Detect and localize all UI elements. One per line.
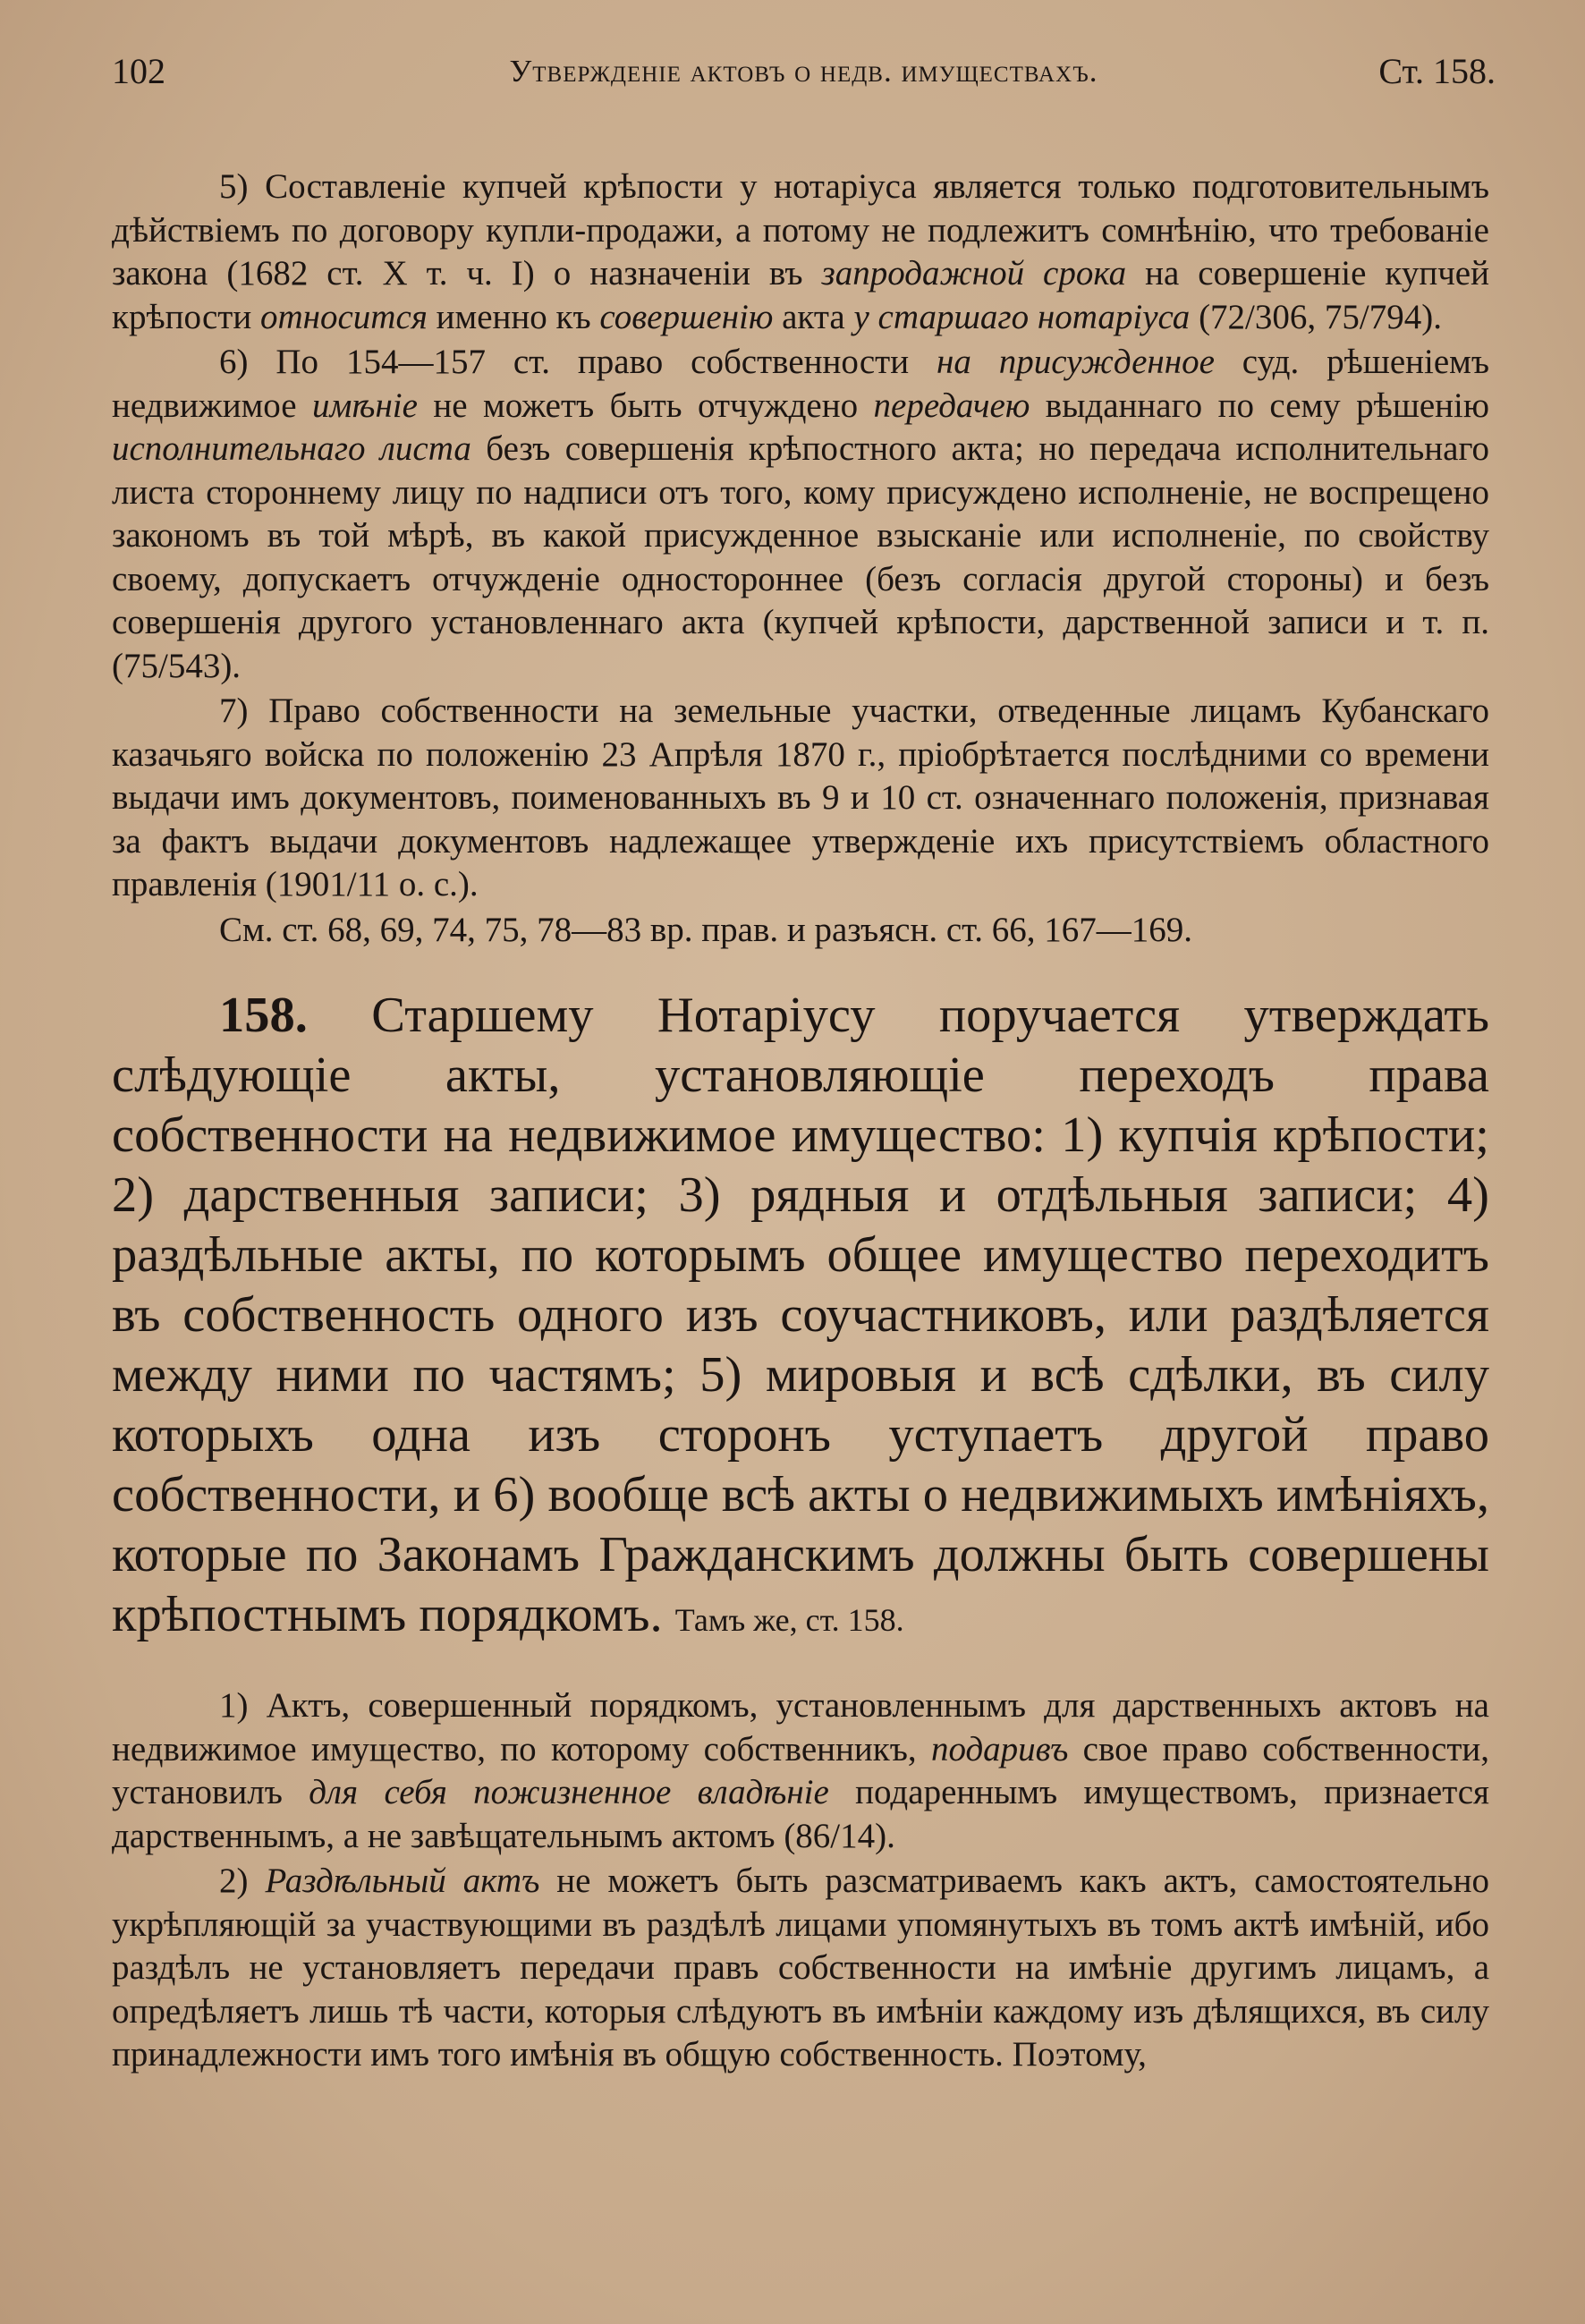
note-2: 2) Раздѣльный актъ не можетъ быть разсматриваемъ какъ актъ, самостоятельно укрѣпляющій за участвующими въ раздѣлѣ лицами упомянутыхъ въ томъ актѣ имѣній, ибо раздѣлъ не установляетъ передачи правъ собственности на имѣніе другимъ лицамъ, а опредѣляетъ лишь тѣ части, которыя слѣдуютъ въ имѣніи каждому изъ дѣлящихся, въ силу принадлежности имъ того имѣнія въ общую собственность. Поэтому, — [112, 1862, 1489, 2074]
page-body — [112, 165, 1489, 2077]
article-reference: Ст. 158. — [1378, 51, 1496, 91]
note-5: 5) Составленіе купчей крѣпости у нотаріуса является только подготовительнымъ дѣйствіемъ по договору купли-продажи, а потому не подлежитъ сомнѣнію, что требованіе закона (1682 ст. Х т. ч. I) о назначеніи въ запродажной срока на совершеніе купчей крѣпости относится именно къ совершенію акта у старшаго нотаріуса (72/306, 75/794). — [112, 167, 1489, 336]
running-title: Утвержденіе актовъ о недв. имуществахъ. — [509, 54, 1098, 89]
commentary-top — [112, 165, 1489, 952]
note-6: 6) По 154—157 ст. право собственности на присужденное суд. рѣшеніемъ недвижимое имѣніе не можетъ быть отчуждено передачею выданнаго по сему рѣшенію исполнительнаго листа безъ совершенія крѣпостного акта; но передача исполнительнаго листа стороннему лицу по надписи отъ того, кому присуждено исполненіе, не воспрещено закономъ въ той мѣрѣ, въ какой присужденное взысканіе или исполненіе, по свойству своему, допускаетъ отчужденіе одностороннее (безъ согласія другой стороны) и безъ совершенія другого установленнаго акта (купчей крѣпости, дарственной записи и т. п. (75/543). — [112, 343, 1490, 685]
note-7: 7) Право собственности на земельные участки, отведенные лицамъ Кубанскаго казачьяго войска по положенію 23 Апрѣля 1870 г., пріобрѣтается послѣдними со времени выдачи имъ документовъ, поименованныхъ въ 9 и 10 ст. означеннаго положенія, признавая за фактъ выдачи документовъ надлежащее утвержденіе ихъ присутствіемъ областного правленія (1901/11 о. с.). — [112, 691, 1489, 903]
article-number: 158. — [219, 988, 308, 1043]
article-source: Тамъ же, ст. 158. — [674, 1602, 904, 1638]
see-also: См. ст. 68, 69, 74, 75, 78—83 вр. прав. и разъясн. ст. 66, 167—169. — [219, 910, 1193, 949]
note-1: 1) Актъ, совершенный порядкомъ, установленнымъ для дарственныхъ актовъ на недвижимое имущество, по которому собственникъ, подаривъ свое право собственности, установилъ для себя пожизненное владѣніе подареннымъ имуществомъ, признается дарственнымъ, а не завѣщательнымъ актомъ (86/14). — [112, 1686, 1490, 1855]
article-158 — [112, 986, 1489, 1650]
page-number: 102 — [112, 51, 165, 91]
commentary-bottom — [112, 1684, 1489, 2077]
page-header — [112, 43, 1496, 97]
article-text: Старшему Нотаріусу поручается утверждать слѣдующіе акты, установляющіе переходъ права собственности на недвижимое имущество: 1) купчія крѣпости; 2) дарственныя записи; 3) рядныя и отдѣльныя записи; 4) раздѣльные акты, по которымъ общее имущество переходитъ въ собственность одного изъ соучастниковъ, или раздѣляется между ними по частямъ; 5) мировыя и всѣ сдѣлки, въ силу которыхъ одна изъ сторонъ уступаетъ другой право собственности, и 6) вообще всѣ акты о недвижимыхъ имѣніяхъ, которые по Законамъ Гражданскимъ должны быть совершены крѣпостнымъ порядкомъ. — [112, 988, 1489, 1642]
